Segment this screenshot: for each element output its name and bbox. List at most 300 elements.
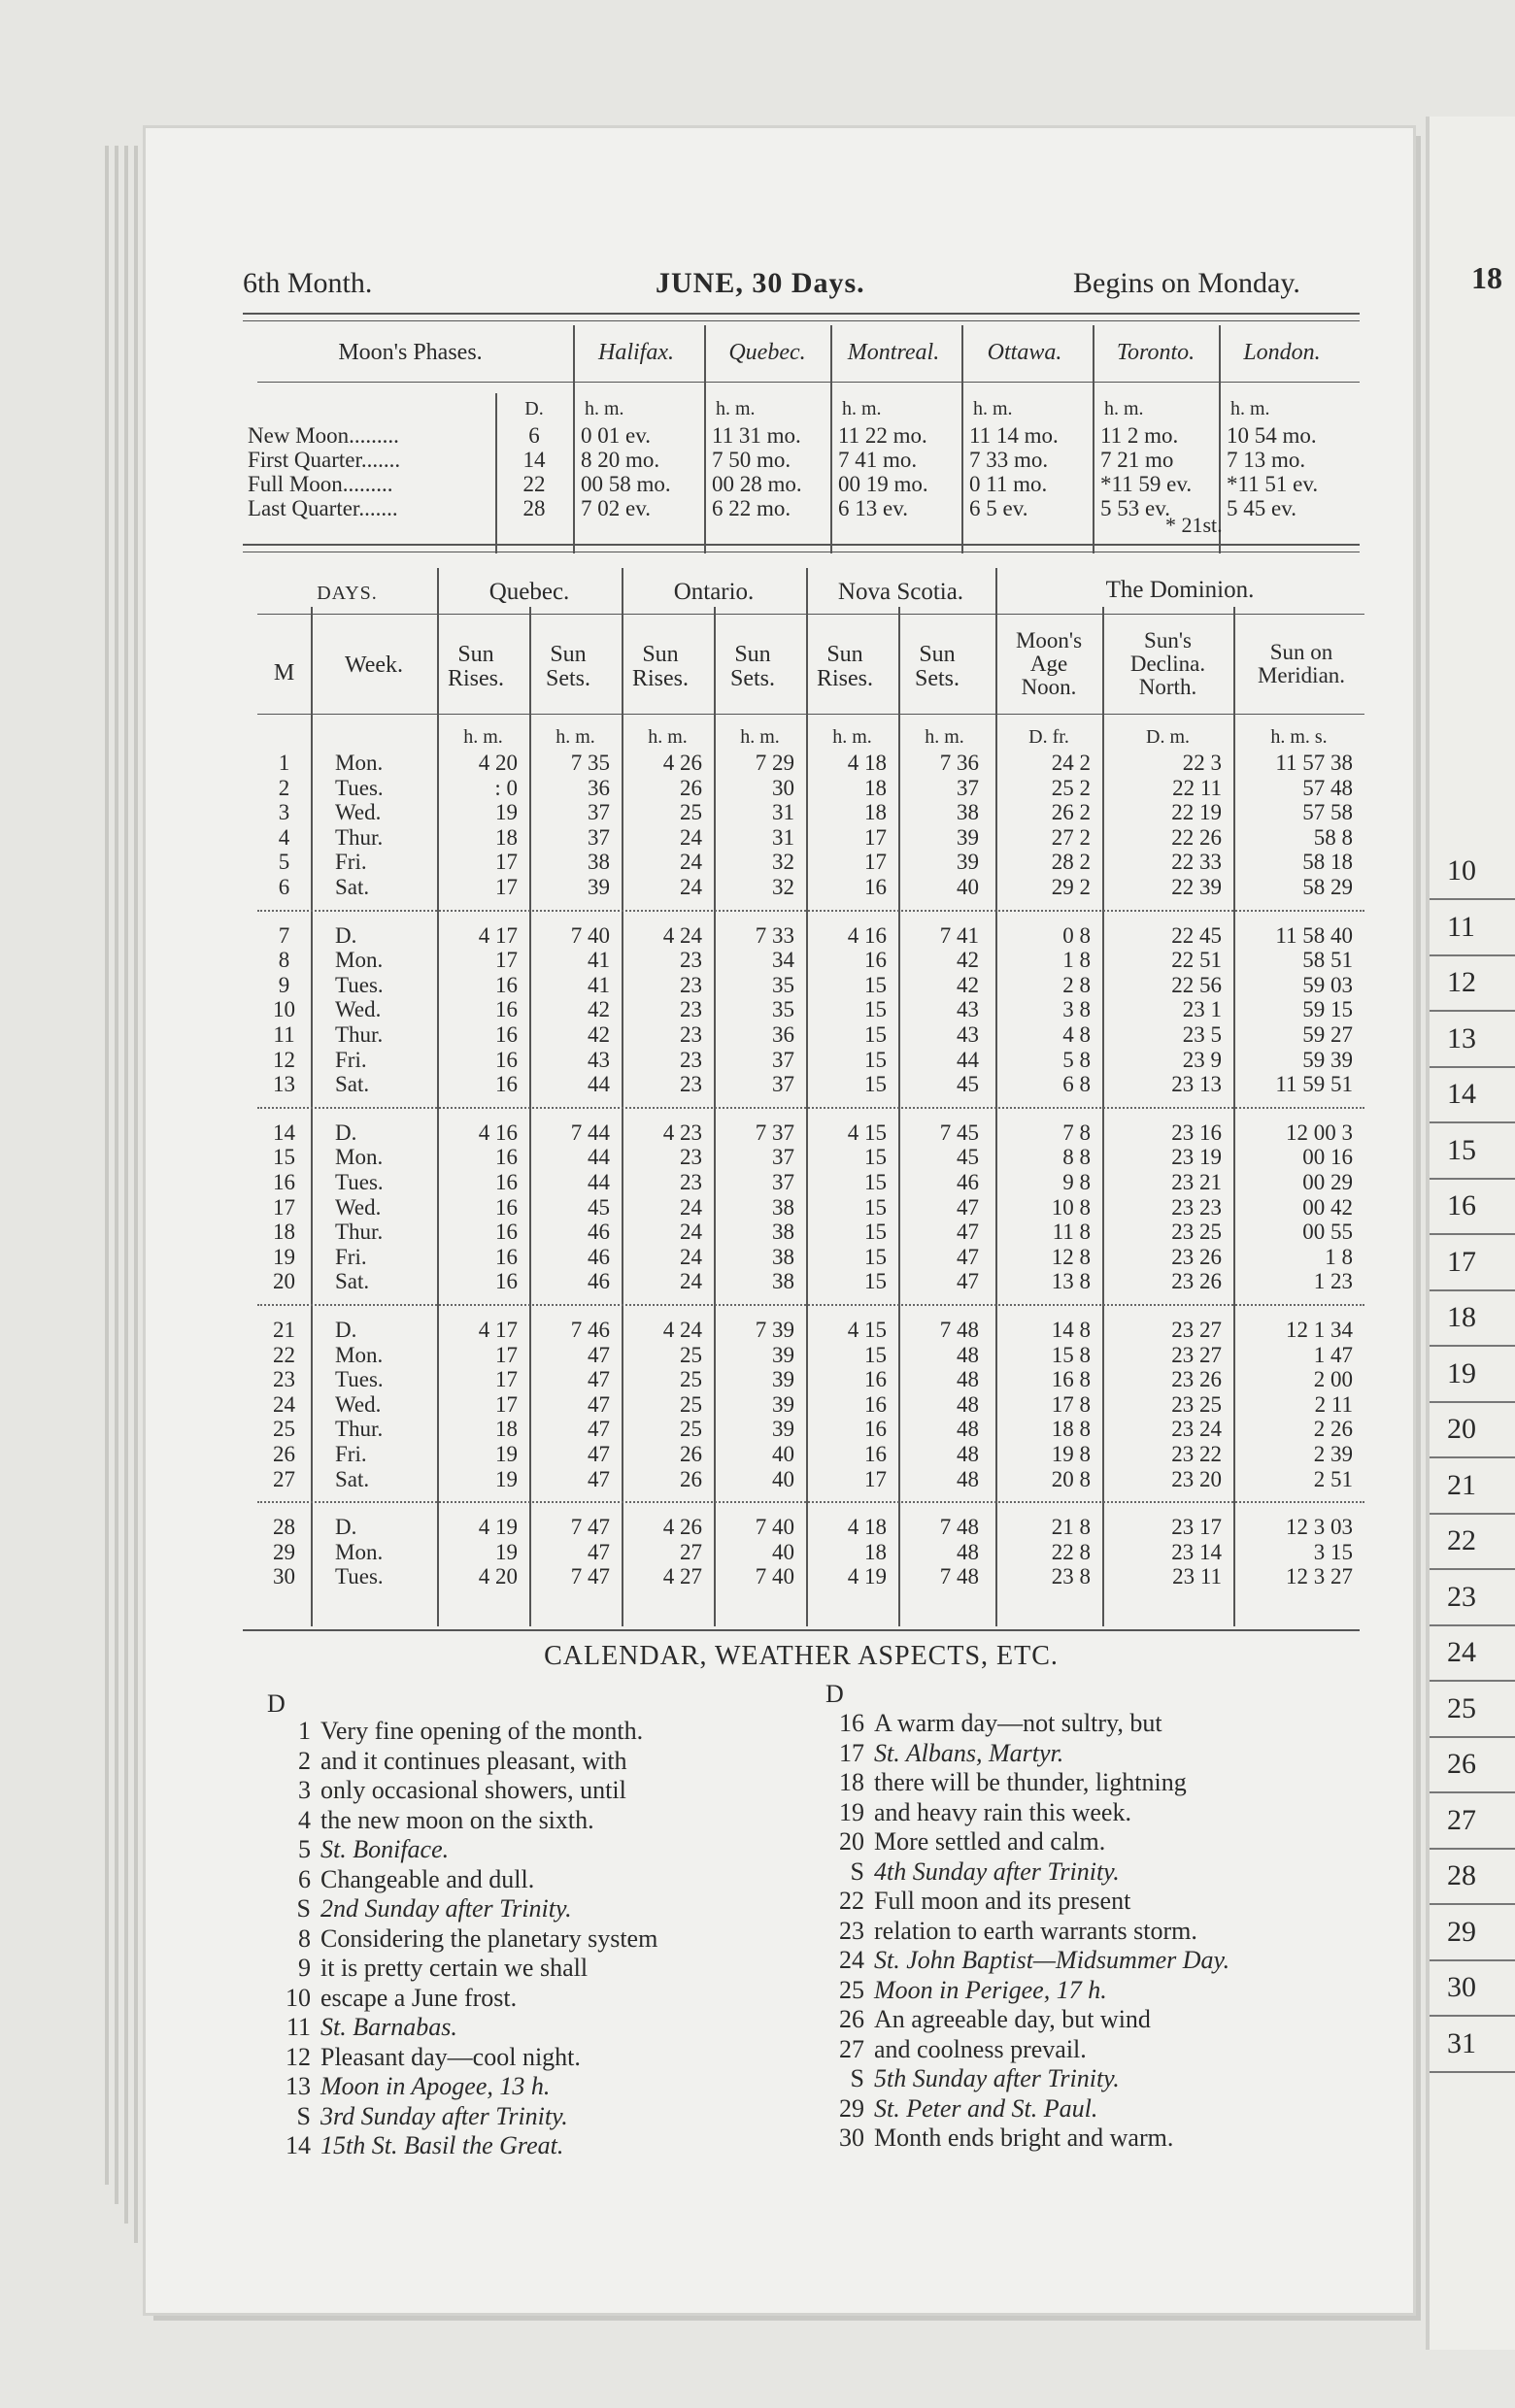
next-page-rule	[1430, 1848, 1515, 1850]
table-cell: 48	[957, 1367, 979, 1392]
day-of-week: Sat.	[335, 875, 370, 899]
col-heading-sunsets: Sun Sets.	[729, 642, 775, 691]
table-cell: 4 15	[847, 1120, 887, 1145]
next-page-rule	[1430, 1568, 1515, 1570]
calendar-note: Month ends bright and warm.	[874, 2124, 1174, 2152]
day-of-week: Fri.	[335, 1047, 367, 1072]
moon-phases-title: Moon's Phases.	[338, 340, 483, 365]
table-cell: 5 8	[1062, 1047, 1091, 1072]
table-cell: 16	[495, 1145, 518, 1170]
table-cell: 23	[680, 1170, 702, 1194]
next-page-day: 27	[1447, 1803, 1476, 1836]
unit-label: h. m.	[556, 726, 595, 748]
table-cell: 16	[864, 1417, 887, 1442]
table-cell: 59 39	[1302, 1047, 1353, 1072]
table-cell: 22 11	[1172, 775, 1222, 800]
table-cell: 7 39	[755, 1318, 794, 1342]
day-of-month: 15	[273, 1145, 295, 1170]
moon-phase-time: 0 01 ev.	[581, 423, 651, 448]
calendar-day-number: 4	[298, 1805, 311, 1834]
calendar-day-number: 20	[839, 1827, 864, 1856]
table-cell: 17	[495, 875, 518, 899]
table-cell: 45	[588, 1194, 610, 1220]
calendar-note: only occasional showers, until	[320, 1776, 626, 1804]
table-cell: 19 8	[1051, 1442, 1091, 1466]
moon-phase-time: 00 19 mo.	[838, 472, 928, 496]
table-cell: 4 26	[662, 1515, 702, 1540]
day-of-month: 11	[273, 1022, 295, 1047]
calendar-entry-left	[272, 1747, 627, 1776]
calendar-entry-right	[825, 2035, 1087, 2064]
calendar-day-number: 1	[298, 1717, 311, 1745]
next-page-day: 13	[1447, 1021, 1476, 1054]
day-of-week: Sat.	[335, 1466, 370, 1491]
group-heading: Quebec.	[488, 579, 570, 605]
table-cell: 23 24	[1171, 1417, 1222, 1442]
table-cell: 15	[864, 1220, 887, 1245]
table-cell: 44	[957, 1047, 979, 1072]
day-of-month: 28	[273, 1515, 295, 1540]
table-cell: 47	[588, 1391, 610, 1417]
table-cell: 27	[680, 1539, 702, 1564]
table-cell: 2 39	[1313, 1442, 1353, 1466]
table-cell: 45	[957, 1072, 979, 1097]
next-page-rule	[1430, 1066, 1515, 1068]
day-of-week: Tues.	[335, 775, 384, 800]
day-of-week: Sat.	[335, 1072, 370, 1097]
next-page-rule	[1430, 1680, 1515, 1682]
table-cell: 3 15	[1313, 1539, 1353, 1564]
moon-city-heading: Ottawa.	[987, 340, 1062, 365]
header-rule	[243, 320, 1360, 321]
calendar-entry-left	[272, 1924, 657, 1954]
moon-city-heading: London.	[1243, 340, 1321, 365]
table-cell: 2 11	[1314, 1391, 1353, 1417]
table-cell: 17 8	[1051, 1391, 1091, 1417]
table-cell: 23 1	[1182, 997, 1222, 1022]
next-page-day: 25	[1447, 1691, 1476, 1724]
calendar-note: 15th St. Basil the Great.	[320, 2131, 564, 2159]
table-cell: 38	[588, 850, 610, 875]
calendar-day-number: 27	[839, 2034, 864, 2063]
calendar-day-number: 25	[839, 1975, 864, 2004]
table-cell: 16	[864, 948, 887, 973]
next-page-day: 20	[1447, 1413, 1476, 1445]
table-cell: 48	[957, 1417, 979, 1442]
next-page-day: 28	[1447, 1859, 1476, 1891]
group-rule	[257, 614, 1364, 615]
calendar-entry-right	[825, 1946, 1229, 1975]
calendar-day-number: 26	[839, 2005, 864, 2033]
table-cell: 23 8	[1051, 1564, 1091, 1589]
moon-hm-label: h. m.	[1230, 398, 1270, 419]
moon-column-rule	[573, 325, 575, 553]
moon-column-rule	[704, 325, 706, 553]
table-cell: 4 8	[1062, 1022, 1091, 1047]
table-cell: 7 48	[939, 1564, 979, 1589]
table-cell: 23	[680, 1072, 702, 1097]
next-page-rule	[1430, 1345, 1515, 1347]
moon-phase-time: 0 11 mo.	[969, 472, 1048, 496]
calendar-day-number: 24	[839, 1946, 864, 1974]
table-cell: 42	[588, 1022, 610, 1047]
day-of-week: Thur.	[335, 1022, 384, 1047]
table-cell: 7 48	[939, 1515, 979, 1540]
calendar-note: there will be thunder, lightning	[874, 1768, 1187, 1796]
moon-column-rule	[830, 325, 832, 553]
moon-phase-time: 8 20 mo.	[581, 448, 660, 472]
calendar-day-number: 3	[298, 1776, 311, 1804]
day-of-week: Tues.	[335, 972, 384, 997]
table-cell: 31	[772, 824, 794, 850]
day-of-month: 25	[273, 1417, 295, 1442]
calendar-day-number: 13	[286, 2072, 311, 2100]
moon-phase-name: Full Moon.........	[248, 472, 393, 496]
table-cell: 41	[588, 948, 610, 973]
table-cell: 7 45	[939, 1120, 979, 1145]
table-cell: 4 16	[847, 922, 887, 948]
table-cell: 39	[772, 1342, 794, 1367]
calendar-note: 3rd Sunday after Trinity.	[320, 2101, 568, 2130]
table-cell: 48	[957, 1539, 979, 1564]
table-column-rule	[311, 607, 313, 1626]
day-of-week: Tues.	[335, 1170, 384, 1194]
unit-label: D. fr.	[1028, 726, 1069, 748]
calendar-day-number: 5	[298, 1835, 311, 1863]
day-of-month: 21	[273, 1318, 295, 1342]
calendar-note: and it continues pleasant, with	[320, 1746, 627, 1775]
day-of-week: Thur.	[335, 824, 384, 850]
calendar-entry-left	[272, 1894, 572, 1923]
unit-label: h. m.	[463, 726, 503, 748]
next-page-rule	[1430, 898, 1515, 900]
table-cell: 17	[495, 850, 518, 875]
calendar-entry-right	[825, 1976, 1107, 2005]
moon-phase-time: 11 2 mo.	[1100, 423, 1179, 448]
day-of-week: Mon.	[335, 1342, 384, 1367]
calendar-entry-right	[825, 1827, 1105, 1856]
table-cell: 17	[495, 1391, 518, 1417]
table-cell: 32	[772, 850, 794, 875]
table-cell: 45	[957, 1145, 979, 1170]
table-cell: 2 51	[1313, 1466, 1353, 1491]
table-cell: 46	[588, 1269, 610, 1294]
table-cell: 16	[495, 1047, 518, 1072]
group-heading: The Dominion.	[1105, 577, 1255, 603]
table-cell: 24	[680, 1194, 702, 1220]
table-cell: 16	[864, 1391, 887, 1417]
table-cell: 16 8	[1051, 1367, 1091, 1392]
calendar-day-number: S	[296, 2101, 311, 2130]
calendar-note: An agreeable day, but wind	[874, 2005, 1151, 2033]
table-cell: 59 15	[1302, 997, 1353, 1022]
calendar-entry-left	[272, 2102, 568, 2131]
table-cell: 22 51	[1171, 948, 1222, 973]
next-page-day: 10	[1447, 854, 1476, 886]
table-cell: 4 18	[847, 1515, 887, 1540]
table-cell: 59 27	[1302, 1022, 1353, 1047]
table-cell: 23 16	[1171, 1120, 1222, 1145]
day-of-month: 5	[278, 850, 290, 875]
calendar-day-number: 19	[839, 1797, 864, 1826]
next-page-rule	[1430, 1010, 1515, 1012]
moon-d-label: D.	[524, 398, 544, 419]
day-of-week: Sat.	[335, 1269, 370, 1294]
table-cell: 37	[772, 1047, 794, 1072]
calendar-rule	[243, 1629, 1360, 1631]
table-cell: 23 13	[1171, 1072, 1222, 1097]
day-of-month: 12	[273, 1047, 295, 1072]
calendar-entry-left	[272, 2043, 581, 2072]
calendar-day-number: S	[850, 2064, 864, 2092]
table-cell: 23 20	[1171, 1466, 1222, 1491]
week-separator	[257, 1304, 1364, 1306]
calendar-note: Moon in Apogee, 13 h.	[320, 2072, 551, 2100]
col-heading-sun-decl: Sun's Declina. North.	[1129, 628, 1206, 699]
page-stack-edge	[124, 146, 128, 2224]
calendar-entry-right	[825, 1768, 1187, 1797]
table-cell: : 0	[494, 775, 518, 800]
table-cell: 59 03	[1302, 972, 1353, 997]
table-cell: 37	[772, 1145, 794, 1170]
table-cell: 28 2	[1051, 850, 1091, 875]
table-cell: 58 8	[1313, 824, 1353, 850]
table-cell: 7 47	[570, 1515, 610, 1540]
day-of-week: Wed.	[335, 997, 382, 1022]
table-cell: 48	[957, 1342, 979, 1367]
table-cell: 23 11	[1172, 1564, 1222, 1589]
table-cell: 37	[588, 824, 610, 850]
table-cell: 26	[680, 1466, 702, 1491]
day-of-month: 13	[273, 1072, 295, 1097]
table-cell: 10 8	[1051, 1194, 1091, 1220]
calendar-entry-left	[272, 2072, 550, 2101]
table-cell: 47	[957, 1269, 979, 1294]
table-cell: 15	[864, 1072, 887, 1097]
table-cell: 17	[495, 948, 518, 973]
table-cell: 4 18	[847, 751, 887, 775]
table-cell: 47	[957, 1244, 979, 1269]
day-of-month: 3	[278, 800, 290, 825]
moon-phase-day: 22	[522, 472, 546, 496]
table-cell: 12 3 03	[1286, 1515, 1353, 1540]
table-cell: 13 8	[1051, 1269, 1091, 1294]
heading-rule	[257, 714, 1364, 715]
moon-phase-time: 7 41 mo.	[838, 448, 918, 472]
table-cell: 22 33	[1171, 850, 1222, 875]
unit-label: h. m.	[740, 726, 780, 748]
table-cell: 58 51	[1302, 948, 1353, 973]
calendar-note: the new moon on the sixth.	[320, 1805, 594, 1834]
calendar-note: relation to earth warrants storm.	[874, 1916, 1197, 1945]
table-cell: 48	[957, 1442, 979, 1466]
day-of-week: D.	[335, 1515, 357, 1540]
page-stack-edge	[134, 146, 138, 2243]
table-cell: 23 22	[1171, 1442, 1222, 1466]
calendar-note: 2nd Sunday after Trinity.	[320, 1894, 572, 1923]
table-cell: 42	[957, 972, 979, 997]
table-cell: 48	[957, 1466, 979, 1491]
next-page-rule	[1430, 1791, 1515, 1793]
calendar-entry-right	[825, 2005, 1151, 2034]
table-cell: 11 59 51	[1275, 1072, 1353, 1097]
calendar-day-number: 6	[298, 1864, 311, 1893]
table-cell: 32	[772, 875, 794, 899]
day-of-week: Fri.	[335, 850, 367, 875]
table-cell: 24	[680, 850, 702, 875]
table-cell: 29 2	[1051, 875, 1091, 899]
calendar-entry-left	[272, 1806, 594, 1835]
table-cell: 16	[864, 1442, 887, 1466]
day-of-month: 4	[278, 824, 290, 850]
table-cell: 17	[864, 1466, 887, 1491]
moon-header-rule	[257, 382, 1360, 383]
table-cell: 16	[495, 1194, 518, 1220]
calendar-title: CALENDAR, WEATHER ASPECTS, ETC.	[544, 1641, 1059, 1671]
table-cell: 18	[864, 775, 887, 800]
table-cell: 23 25	[1171, 1391, 1222, 1417]
calendar-day-number: 14	[286, 2131, 311, 2159]
day-of-month: 17	[273, 1194, 295, 1220]
unit-label: h. m.	[925, 726, 964, 748]
table-cell: 47	[588, 1367, 610, 1392]
table-cell: 15	[864, 1269, 887, 1294]
day-of-week: Mon.	[335, 1145, 384, 1170]
table-cell: 22 3	[1182, 751, 1222, 775]
table-cell: 23	[680, 948, 702, 973]
moon-phase-time: 11 14 mo.	[969, 423, 1059, 448]
table-cell: 7 40	[570, 922, 610, 948]
next-page-rule	[1430, 1903, 1515, 1905]
table-cell: 11 58 40	[1275, 922, 1353, 948]
table-cell: 7 47	[570, 1564, 610, 1589]
table-cell: 24	[680, 875, 702, 899]
table-cell: 17	[495, 1367, 518, 1392]
calendar-note: More settled and calm.	[874, 1827, 1106, 1856]
table-cell: 23	[680, 997, 702, 1022]
day-of-month: 26	[273, 1442, 295, 1466]
calendar-note: 5th Sunday after Trinity.	[874, 2064, 1120, 2092]
col-heading-sunrises: Sun Rises.	[447, 642, 504, 691]
moon-footnote: * 21st.	[1165, 513, 1223, 537]
group-heading: DAYS.	[317, 583, 378, 604]
table-cell: 7 35	[570, 751, 610, 775]
table-cell: 36	[772, 1022, 794, 1047]
next-page-rule	[1430, 1401, 1515, 1403]
moon-phase-name: First Quarter.......	[248, 448, 401, 472]
calendar-day-number: 16	[839, 1709, 864, 1737]
table-cell: 18 8	[1051, 1417, 1091, 1442]
table-cell: 12 00 3	[1286, 1120, 1353, 1145]
moon-phase-time: 7 13 mo.	[1227, 448, 1306, 472]
table-cell: 7 36	[939, 751, 979, 775]
table-cell: 47	[588, 1442, 610, 1466]
moon-phase-time: 10 54 mo.	[1227, 423, 1317, 448]
calendar-d-left: D	[267, 1689, 286, 1718]
day-of-month: 10	[273, 997, 295, 1022]
moon-phase-time: 5 53 ev.	[1100, 496, 1170, 520]
table-cell: 25	[680, 1391, 702, 1417]
table-cell: 16	[495, 972, 518, 997]
table-cell: 23 21	[1171, 1170, 1222, 1194]
table-cell: 43	[588, 1047, 610, 1072]
unit-label: h. m.	[648, 726, 688, 748]
table-cell: 47	[588, 1466, 610, 1491]
table-cell: 31	[772, 800, 794, 825]
table-cell: 15	[864, 1022, 887, 1047]
table-cell: 23	[680, 1047, 702, 1072]
table-cell: 43	[957, 997, 979, 1022]
day-of-week: Fri.	[335, 1442, 367, 1466]
table-cell: 7 29	[755, 751, 794, 775]
table-cell: 2 00	[1313, 1367, 1353, 1392]
page-header	[243, 267, 1360, 306]
table-cell: 47	[588, 1417, 610, 1442]
day-of-month: 29	[273, 1539, 295, 1564]
moon-phase-name: New Moon.........	[248, 423, 399, 448]
table-cell: 42	[588, 997, 610, 1022]
table-cell: 44	[588, 1170, 610, 1194]
table-cell: 1 47	[1313, 1342, 1353, 1367]
moon-phase-time: 6 22 mo.	[712, 496, 791, 520]
calendar-note: Pleasant day—cool night.	[320, 2042, 581, 2071]
col-heading-sunsets: Sun Sets.	[914, 642, 960, 691]
table-cell: 7 37	[755, 1120, 794, 1145]
table-cell: 39	[772, 1417, 794, 1442]
table-cell: 15	[864, 1047, 887, 1072]
table-cell: 36	[588, 775, 610, 800]
table-cell: 16	[495, 1022, 518, 1047]
moon-phase-time: 6 13 ev.	[838, 496, 908, 520]
col-heading-sunsets: Sun Sets.	[545, 642, 590, 691]
month-number: 6th Month.	[243, 267, 373, 299]
table-cell: 15	[864, 997, 887, 1022]
next-page-rule	[1430, 954, 1515, 956]
calendar-entry-left	[272, 1984, 517, 2013]
table-cell: 4 23	[662, 1120, 702, 1145]
moon-city-heading: Montreal.	[847, 340, 940, 365]
table-cell: 19	[495, 1539, 518, 1564]
calendar-entry-right	[825, 1709, 1162, 1738]
table-cell: 16	[864, 1367, 887, 1392]
next-page-rule	[1430, 1959, 1515, 1961]
table-cell: 39	[588, 875, 610, 899]
calendar-note: it is pretty certain we shall	[320, 1954, 589, 1982]
table-cell: 58 29	[1302, 875, 1353, 899]
next-page-day: 30	[1447, 1971, 1476, 2003]
table-cell: 44	[588, 1072, 610, 1097]
table-cell: 23 26	[1171, 1269, 1222, 1294]
day-of-week: D.	[335, 1318, 357, 1342]
table-cell: 27 2	[1051, 824, 1091, 850]
table-cell: 16	[495, 1244, 518, 1269]
calendar-day-number: 10	[286, 1983, 311, 2012]
table-cell: 4 20	[478, 1564, 518, 1589]
table-cell: 15	[864, 1170, 887, 1194]
table-cell: 37	[772, 1170, 794, 1194]
moon-hm-label: h. m.	[1104, 398, 1144, 419]
day-of-month: 23	[273, 1367, 295, 1392]
calendar-day-number: 2	[298, 1746, 311, 1775]
moon-bottom-rule	[243, 544, 1360, 546]
table-cell: 15 8	[1051, 1342, 1091, 1367]
table-cell: 4 19	[478, 1515, 518, 1540]
next-page-day: 26	[1447, 1748, 1476, 1780]
moon-phase-time: 7 21 mo	[1100, 448, 1174, 472]
table-cell: 25 2	[1051, 775, 1091, 800]
table-cell: 25	[680, 800, 702, 825]
next-page-day: 19	[1447, 1356, 1476, 1389]
